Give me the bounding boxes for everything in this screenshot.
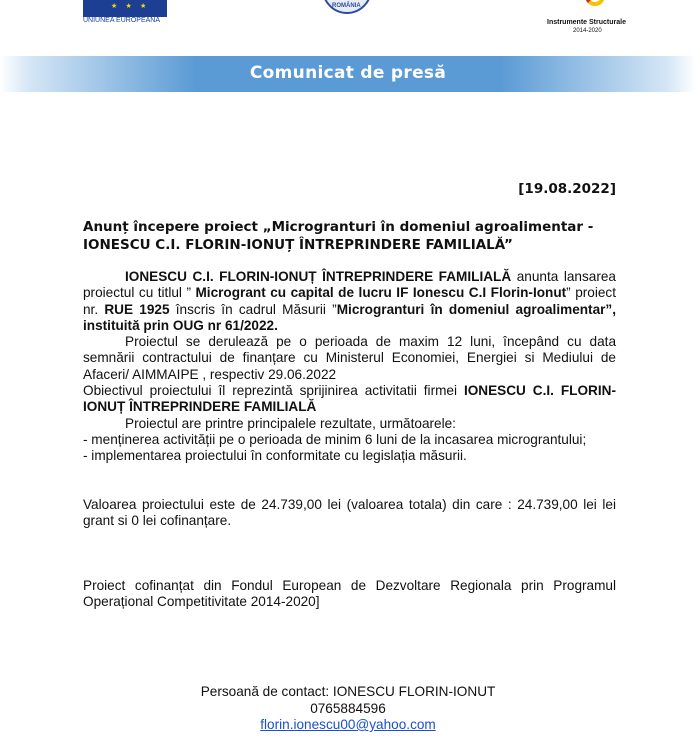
objective-company: IONESCU C.I. FLORIN-IONUȚ ÎNTREPRINDERE FAMILIALĂ — [83, 383, 616, 415]
intro-paragraph — [83, 269, 616, 334]
structural-instruments-years: 2014-2020 — [573, 28, 602, 34]
romania-government-logo — [322, 0, 372, 14]
objective-paragraph — [83, 383, 616, 416]
structural-instruments-icon — [585, 0, 605, 6]
project-title: Microgrant cu capital de lucru IF Ionescu C.I Florin-Ionut — [195, 285, 567, 301]
contact-person: Persoană de contact: IONESCU FLORIN-IONUT — [200, 684, 496, 699]
banner-title: Comunicat de presă — [249, 63, 447, 83]
structural-instruments-title: Instrumente Structurale — [547, 19, 626, 26]
results-intro: Proiectul are printre principalele rezultate, următoarele: — [125, 415, 456, 431]
government-logo-label: ROMÂNIA — [332, 3, 361, 9]
intro-text-3: înscris în cadrul Măsurii ” — [169, 301, 337, 317]
result-item: - implementarea proiectului în conformitate cu legislația măsurii. — [83, 448, 467, 464]
eu-logo — [83, 0, 167, 28]
heading-line-1: Anunț începere proiect „Microgranturi în domeniul agroalimentar - — [83, 219, 594, 235]
heading-line-2: IONESCU C.I. FLORIN-IONUȚ ÎNTREPRINDERE FAMILIALĂ” — [83, 237, 513, 253]
company-name: IONESCU C.I. FLORIN-IONUȚ ÎNTREPRINDERE FAMILIALĂ — [125, 269, 512, 284]
duration-paragraph: Proiectul se derulează pe o perioada de maxim 12 luni, începând cu data semnării contractului de finanțare cu Ministerul Economiei, Energiei si Mediului de Afaceri/ AIMMAIPE , respectiv 29.06.2022 — [83, 334, 616, 382]
intro-text-2: ” proiect nr. — [83, 285, 616, 317]
contact-block — [0, 684, 696, 734]
objective-text: Obiectivul proiectului îl reprezintă sprijinirea activitatii firmei — [83, 383, 464, 399]
structural-instruments-logo — [543, 0, 635, 40]
funding-statement: Proiect cofinanțat din Fondul European de Dezvoltare Regionala prin Programul Operațional Competitivitate 2014-2020] — [83, 578, 616, 610]
release-date: [19.08.2022] — [518, 181, 616, 197]
project-value: Valoarea proiectului este de 24.739,00 lei (valoarea totala) din care : 24.739,00 lei lei grant si 0 lei cofinanțare. — [83, 496, 616, 528]
intro-text-1: anunta lansarea proiectul cu titlul ” — [83, 269, 616, 301]
announcement-heading — [83, 218, 623, 254]
eu-flag-icon: ★ ★ ★ — [83, 0, 167, 17]
press-release-banner — [0, 56, 696, 92]
project-number: RUE 1925 — [104, 301, 170, 317]
document-body — [83, 269, 616, 611]
result-item: - menținerea activității pe o perioada de minim 6 luni de la incasarea micrograntului; — [83, 431, 587, 447]
measure-name: Microgranturi în domeniul agroalimentar”, instituită prin OUG nr 61/2022. — [83, 301, 617, 333]
contact-phone: 0765884596 — [310, 700, 386, 716]
contact-email-link[interactable]: florin.ionescu00@yahoo.com — [260, 717, 436, 732]
eu-logo-label: UNIUNEA EUROPEANĂ — [83, 17, 161, 24]
